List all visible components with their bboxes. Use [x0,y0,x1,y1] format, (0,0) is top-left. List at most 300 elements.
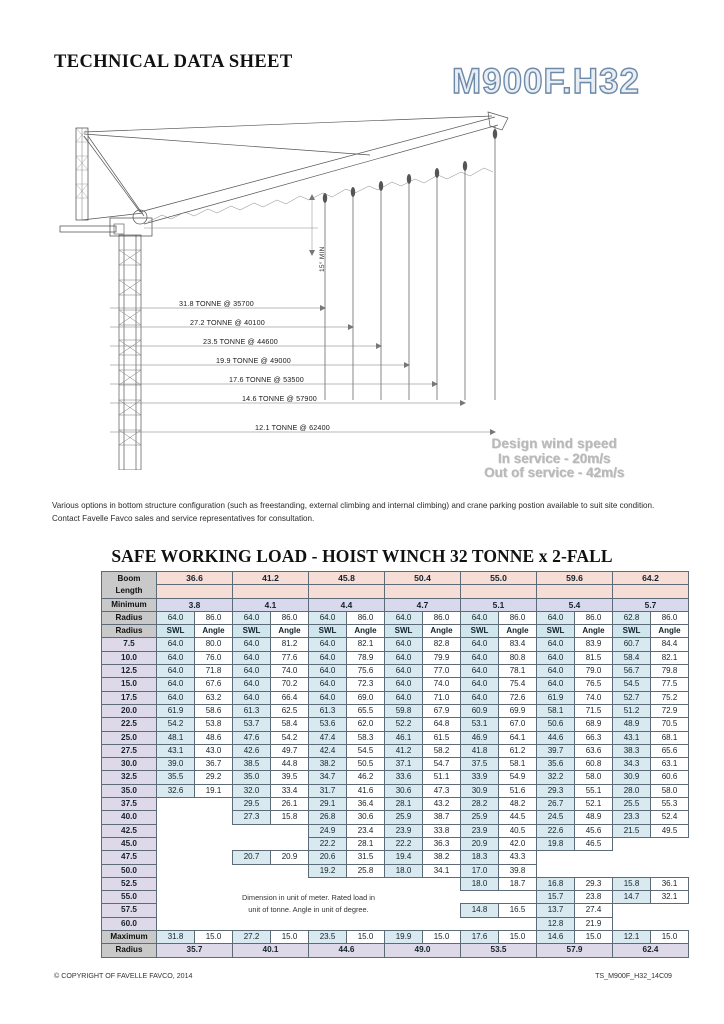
angle-36.6-r20.0: 58.6 [195,704,233,717]
swl-41.2-r25.0: 47.6 [233,731,271,744]
angle-50.4-r20.0: 67.9 [423,704,461,717]
swl-45.8-r27.5: 42.4 [309,744,347,757]
boom-length-36.6: 36.6 [157,572,233,585]
table-row [102,758,689,771]
swl-59.6-r47.5: 19.4 [385,851,423,864]
radius-15.0: 15.0 [102,678,157,691]
angle-41.2-r22.5: 58.4 [271,718,309,731]
min-angle-50.4: 86.0 [423,611,461,624]
inner-note-line2: unit of tonne. Angle in unit of degree. [248,904,369,914]
min-swl-45.8: 64.0 [309,611,347,624]
angle-41.2-r27.5: 49.7 [271,744,309,757]
minimum-radius-64.2: 5.7 [613,598,689,611]
swl-64.2-r37.5: 25.5 [613,798,651,811]
table-row [102,771,689,784]
design-wind-speed-note [484,437,624,481]
radius-20.0: 20.0 [102,704,157,717]
wind-line-1: Design wind speed [491,436,617,451]
boom-length-spacer-64.2 [613,585,689,598]
angle-59.6-r42.5: 45.6 [575,824,613,837]
swl-59.6-r52.5: 16.8 [537,877,575,890]
angle-45.8-r40.0: 30.6 [347,811,385,824]
max-angle-55.0: 15.0 [499,931,537,944]
swl-50.4-r10.0: 64.0 [385,651,423,664]
radius-12.5: 12.5 [102,665,157,678]
angle-64.2-r27.5: 65.6 [651,744,689,757]
swl-45.8-r25.0: 47.4 [309,731,347,744]
angle-45.8-r35.0: 41.6 [347,784,385,797]
angle-55.0-r15.0: 75.4 [499,678,537,691]
header-swl-36.6: SWL [157,625,195,638]
min-swl-59.6: 64.0 [537,611,575,624]
swl-64.2-r30.0: 34.3 [613,758,651,771]
swl-55.0-r12.5: 64.0 [461,665,499,678]
angle-50.4-r22.5: 64.8 [423,718,461,731]
swl-45.8-r37.5: 29.1 [309,798,347,811]
swl-36.6-r27.5: 43.1 [157,744,195,757]
angle-59.6-r57.5: 16.5 [499,904,537,917]
swl-50.4-r15.0: 64.0 [385,678,423,691]
blank-region [157,798,233,878]
blank-cells [233,864,309,877]
header-maximum: Maximum [102,931,157,944]
angle-50.4-r42.5: 33.8 [423,824,461,837]
angle-59.6-r25.0: 66.3 [575,731,613,744]
angle-50.4-r32.5: 51.1 [423,771,461,784]
boom-min-angle-label: 15° MIN [319,246,326,272]
angle-55.0-r27.5: 61.2 [499,744,537,757]
angle-55.0-r12.5: 78.1 [499,665,537,678]
angle-36.6-r15.0: 67.6 [195,678,233,691]
angle-64.2-r32.5: 60.6 [651,771,689,784]
min-swl-41.2: 64.0 [233,611,271,624]
angle-59.6-r45.0: 42.0 [499,837,537,850]
table-row [102,718,689,731]
swl-55.0-r37.5: 28.2 [461,798,499,811]
boom-label-line2: Length [115,585,143,595]
swl-41.2-r40.0: 27.3 [233,811,271,824]
swl-59.6-r20.0: 58.1 [537,704,575,717]
angle-64.2-r35.0: 58.0 [651,784,689,797]
swl-55.0-r27.5: 41.8 [461,744,499,757]
min-angle-41.2: 86.0 [271,611,309,624]
inner-note-line1: Dimension in unit of meter. Rated load in [241,892,376,902]
angle-45.8-r10.0: 78.9 [347,651,385,664]
angle-59.6-r20.0: 71.5 [575,704,613,717]
swl-55.0-r45.0: 22.2 [385,837,423,850]
section-title-safe-working-load: SAFE WORKING LOAD - HOIST WINCH 32 TONNE x 2-FALL [111,546,613,566]
angle-41.2-r32.5: 39.5 [271,771,309,784]
footer-document-code: TS_M900F_H32_14C09 [595,972,672,980]
swl-59.6-r35.0: 29.3 [537,784,575,797]
radius-50.0: 50.0 [102,864,157,877]
swl-36.6-r25.0: 48.1 [157,731,195,744]
radius-32.5: 32.5 [102,771,157,784]
min-angle-36.6: 86.0 [195,611,233,624]
angle-55.0-r20.0: 69.9 [499,704,537,717]
swl-41.2-r12.5: 64.0 [233,665,271,678]
angle-45.8-r17.5: 69.0 [347,691,385,704]
table-body [102,572,689,958]
angle-41.2-r7.5: 81.2 [271,638,309,651]
max-swl-64.2: 12.1 [613,931,651,944]
angle-45.8-r25.0: 58.3 [347,731,385,744]
swl-55.0-r7.5: 64.0 [461,638,499,651]
max-angle-64.2: 15.0 [651,931,689,944]
swl-64.2-r10.0: 58.4 [613,651,651,664]
boom-length-spacer-50.4 [385,585,461,598]
angle-45.8-r32.5: 46.2 [347,771,385,784]
angle-50.4-r30.0: 54.7 [423,758,461,771]
angle-55.0-r32.5: 54.9 [499,771,537,784]
swl-41.2-r17.5: 64.0 [233,691,271,704]
swl-64.2-r57.5: 13.7 [537,904,575,917]
boom-length-spacer-36.6 [157,585,233,598]
table-row [102,744,689,757]
maximum-radius-50.4: 49.0 [385,944,461,957]
header-angle-55.0: Angle [499,625,537,638]
angle-64.2-r10.0: 82.1 [651,651,689,664]
swl-45.8-r42.5: 24.9 [309,824,347,837]
minimum-radius-55.0: 5.1 [461,598,537,611]
angle-41.2-r25.0: 54.2 [271,731,309,744]
swl-64.2-r40.0: 23.3 [613,811,651,824]
swl-41.2-r35.0: 32.0 [233,784,271,797]
angle-59.6-r30.0: 60.8 [575,758,613,771]
maximum-radius-59.6: 57.9 [537,944,613,957]
table-row [102,877,689,890]
safe-working-load-table-wrapper [101,571,689,958]
angle-55.0-r37.5: 48.2 [499,798,537,811]
swl-64.2-r12.5: 56.7 [613,665,651,678]
angle-50.4-r10.0: 79.9 [423,651,461,664]
angle-50.4-r17.5: 71.0 [423,691,461,704]
swl-50.4-r22.5: 52.2 [385,718,423,731]
max-swl-41.2: 27.2 [233,931,271,944]
boom-length-55.0: 55.0 [461,572,537,585]
row-boom-length-spacer [102,585,689,598]
table-row [102,691,689,704]
min-angle-59.6: 86.0 [575,611,613,624]
angle-64.2-r15.0: 77.5 [651,678,689,691]
angle-64.2-r12.5: 79.8 [651,665,689,678]
swl-59.6-r10.0: 64.0 [537,651,575,664]
table-row [102,798,689,811]
max-swl-59.6: 14.6 [537,931,575,944]
swl-59.6-r32.5: 32.2 [537,771,575,784]
angle-50.4-r45.0: 28.1 [347,837,385,850]
header-angle-59.6: Angle [575,625,613,638]
angle-41.2-r30.0: 44.8 [271,758,309,771]
swl-36.6-r35.0: 32.6 [157,784,195,797]
swl-59.6-r15.0: 64.0 [537,678,575,691]
angle-50.4-r37.5: 43.2 [423,798,461,811]
header-angle-50.4: Angle [423,625,461,638]
angle-55.0-r50.0: 25.8 [347,864,385,877]
blank-cells [461,891,537,904]
header-angle-45.8: Angle [347,625,385,638]
swl-55.0-r42.5: 23.9 [461,824,499,837]
header-swl-45.8: SWL [309,625,347,638]
callout-14-6-tonne: 14.6 TONNE @ 57900 [242,394,317,403]
radius-22.5: 22.5 [102,718,157,731]
header-swl-41.2: SWL [233,625,271,638]
swl-59.6-r12.5: 64.0 [537,665,575,678]
angle-59.6-r35.0: 55.1 [575,784,613,797]
angle-45.8-r15.0: 72.3 [347,678,385,691]
swl-59.6-r37.5: 26.7 [537,798,575,811]
header-angle-64.2: Angle [651,625,689,638]
swl-41.2-r27.5: 42.6 [233,744,271,757]
swl-64.2-r45.0: 19.8 [537,837,575,850]
callout-19-9-tonne: 19.9 TONNE @ 49000 [216,356,291,365]
swl-59.6-r22.5: 50.6 [537,718,575,731]
radius-57.5: 57.5 [102,904,157,917]
swl-59.6-r27.5: 39.7 [537,744,575,757]
crane-model-title: M900F.H32 [452,62,640,101]
swl-55.0-r35.0: 30.9 [461,784,499,797]
row-minimum-values [102,611,689,624]
angle-50.4-r47.5: 20.9 [271,851,309,864]
swl-64.2-r55.0: 14.7 [613,891,651,904]
angle-50.4-r40.0: 38.7 [423,811,461,824]
angle-45.8-r7.5: 82.1 [347,638,385,651]
angle-41.2-r12.5: 74.0 [271,665,309,678]
angle-45.8-r20.0: 65.5 [347,704,385,717]
swl-59.6-r30.0: 35.6 [537,758,575,771]
swl-41.2-r20.0: 61.3 [233,704,271,717]
swl-36.6-r10.0: 64.0 [157,651,195,664]
angle-59.6-r15.0: 76.5 [575,678,613,691]
header-minimum: Minimum [102,598,157,611]
header-swl-50.4: SWL [385,625,423,638]
angle-41.2-r40.0: 15.8 [271,811,309,824]
swl-45.8-r10.0: 64.0 [309,651,347,664]
table-row [102,704,689,717]
swl-50.4-r35.0: 30.6 [385,784,423,797]
table-inner-note [157,877,461,930]
angle-64.2-r47.5: 43.3 [499,851,537,864]
callout-23-5-tonne: 23.5 TONNE @ 44600 [203,337,278,346]
angle-41.2-r17.5: 66.4 [271,691,309,704]
angle-50.4-r35.0: 47.3 [423,784,461,797]
radius-27.5: 27.5 [102,744,157,757]
header-boom-length [102,572,157,599]
angle-64.2-r50.0: 39.8 [499,864,537,877]
max-angle-36.6: 15.0 [195,931,233,944]
angle-41.2-r15.0: 70.2 [271,678,309,691]
angle-36.6-r30.0: 36.7 [195,758,233,771]
swl-36.6-r12.5: 64.0 [157,665,195,678]
swl-50.4-r32.5: 33.6 [385,771,423,784]
angle-64.2-r55.0: 32.1 [651,891,689,904]
angle-41.2-r20.0: 62.5 [271,704,309,717]
swl-36.6-r32.5: 35.5 [157,771,195,784]
angle-55.0-r7.5: 83.4 [499,638,537,651]
row-subheaders [102,625,689,638]
swl-55.0-r30.0: 37.5 [461,758,499,771]
swl-64.2-r25.0: 43.1 [613,731,651,744]
swl-50.4-r20.0: 59.8 [385,704,423,717]
footer-copyright: © COPYRIGHT OF FAVELLE FAVCO, 2014 [54,972,193,980]
min-swl-50.4: 64.0 [385,611,423,624]
angle-55.0-r52.5: 18.7 [499,877,537,890]
radius-25.0: 25.0 [102,731,157,744]
angle-64.2-r30.0: 63.1 [651,758,689,771]
boom-length-spacer-55.0 [461,585,537,598]
angle-64.2-r22.5: 70.5 [651,718,689,731]
minimum-radius-41.2: 4.1 [233,598,309,611]
angle-59.6-r50.0: 34.1 [423,864,461,877]
angle-55.0-r45.0: 36.3 [423,837,461,850]
swl-55.0-r10.0: 64.0 [461,651,499,664]
angle-45.8-r12.5: 75.6 [347,665,385,678]
angle-59.6-r47.5: 38.2 [423,851,461,864]
max-angle-45.8: 15.0 [347,931,385,944]
angle-64.2-r40.0: 52.4 [651,811,689,824]
table-row [102,731,689,744]
swl-36.6-r15.0: 64.0 [157,678,195,691]
angle-55.0-r25.0: 64.1 [499,731,537,744]
swl-50.4-r25.0: 46.1 [385,731,423,744]
boom-length-spacer-45.8 [309,585,385,598]
row-maximum [102,931,689,944]
swl-64.2-r27.5: 38.3 [613,744,651,757]
swl-50.4-r30.0: 37.1 [385,758,423,771]
maximum-radius-36.6: 35.7 [157,944,233,957]
max-angle-59.6: 15.0 [575,931,613,944]
minimum-radius-36.6: 3.8 [157,598,233,611]
swl-64.2-r60.0: 12.8 [537,917,575,930]
angle-59.6-r22.5: 68.9 [575,718,613,731]
swl-59.6-r50.0: 18.0 [385,864,423,877]
swl-55.0-r15.0: 64.0 [461,678,499,691]
radius-45.0: 45.0 [102,837,157,850]
swl-45.8-r22.5: 53.6 [309,718,347,731]
swl-41.2-r37.5: 29.5 [233,798,271,811]
swl-50.4-r17.5: 64.0 [385,691,423,704]
table-row [102,784,689,797]
swl-55.0-r20.0: 60.9 [461,704,499,717]
swl-59.6-r42.5: 22.6 [537,824,575,837]
angle-59.6-r27.5: 63.6 [575,744,613,757]
boom-length-50.4: 50.4 [385,572,461,585]
swl-50.4-r40.0: 25.9 [385,811,423,824]
callout-31-8-tonne: 31.8 TONNE @ 35700 [179,299,254,308]
angle-64.2-r42.5: 49.5 [651,824,689,837]
angle-41.2-r37.5: 26.1 [271,798,309,811]
min-angle-64.2: 86.0 [651,611,689,624]
boom-length-59.6: 59.6 [537,572,613,585]
radius-dimension-lines [0,0,724,500]
min-swl-55.0: 64.0 [461,611,499,624]
configuration-note-paragraph: Various options in bottom structure configuration (such as freestanding, external climbing and internal climbing) and crane parking postion available to suit site condition. Contact Favelle Favco sales and service representatives for consultation. [52,501,655,523]
swl-50.4-r12.5: 64.0 [385,665,423,678]
angle-36.6-r17.5: 63.2 [195,691,233,704]
swl-64.2-r50.0: 17.0 [461,864,499,877]
safe-working-load-table [101,571,689,958]
swl-50.4-r27.5: 41.2 [385,744,423,757]
angle-41.2-r35.0: 33.4 [271,784,309,797]
max-angle-41.2: 15.0 [271,931,309,944]
radius-37.5: 37.5 [102,798,157,811]
angle-36.6-r32.5: 29.2 [195,771,233,784]
minimum-radius-45.8: 4.4 [309,598,385,611]
maximum-radius-64.2: 62.4 [613,944,689,957]
angle-36.6-r27.5: 43.0 [195,744,233,757]
min-angle-45.8: 86.0 [347,611,385,624]
angle-64.2-r7.5: 84.4 [651,638,689,651]
boom-length-spacer-41.2 [233,585,309,598]
angle-64.2-r37.5: 55.3 [651,798,689,811]
swl-36.6-r17.5: 64.0 [157,691,195,704]
table-row [102,638,689,651]
minimum-radius-50.4: 4.7 [385,598,461,611]
table-row [102,665,689,678]
angle-59.6-r55.0: 23.8 [575,891,613,904]
swl-55.0-r25.0: 46.9 [461,731,499,744]
angle-59.6-r32.5: 58.0 [575,771,613,784]
angle-50.4-r15.0: 74.0 [423,678,461,691]
header-swl-55.0: SWL [461,625,499,638]
min-angle-55.0: 86.0 [499,611,537,624]
page-title: TECHNICAL DATA SHEET [54,52,293,72]
swl-55.0-r52.5: 18.0 [461,877,499,890]
swl-36.6-r7.5: 64.0 [157,638,195,651]
max-swl-50.4: 19.9 [385,931,423,944]
swl-59.6-r17.5: 61.9 [537,691,575,704]
min-swl-64.2: 62.8 [613,611,651,624]
angle-55.0-r35.0: 51.6 [499,784,537,797]
header-angle-41.2: Angle [271,625,309,638]
swl-41.2-r10.0: 64.0 [233,651,271,664]
swl-41.2-r32.5: 35.0 [233,771,271,784]
radius-30.0: 30.0 [102,758,157,771]
angle-64.2-r57.5: 27.4 [575,904,613,917]
angle-64.2-r20.0: 72.9 [651,704,689,717]
swl-45.8-r12.5: 64.0 [309,665,347,678]
angle-59.6-r37.5: 52.1 [575,798,613,811]
radius-42.5: 42.5 [102,824,157,837]
max-swl-55.0: 17.6 [461,931,499,944]
swl-59.6-r7.5: 64.0 [537,638,575,651]
swl-64.2-r20.0: 51.2 [613,704,651,717]
swl-41.2-r22.5: 53.7 [233,718,271,731]
angle-36.6-r7.5: 80.0 [195,638,233,651]
swl-55.0-r17.5: 64.0 [461,691,499,704]
header-swl-64.2: SWL [613,625,651,638]
swl-45.8-r20.0: 61.3 [309,704,347,717]
swl-45.8-r35.0: 31.7 [309,784,347,797]
angle-55.0-r47.5: 31.5 [347,851,385,864]
radius-7.5: 7.5 [102,638,157,651]
boom-length-41.2: 41.2 [233,572,309,585]
radius-35.0: 35.0 [102,784,157,797]
angle-55.0-r22.5: 67.0 [499,718,537,731]
angle-59.6-r52.5: 29.3 [575,877,613,890]
radius-40.0: 40.0 [102,811,157,824]
angle-36.6-r10.0: 76.0 [195,651,233,664]
swl-36.6-r20.0: 61.9 [157,704,195,717]
angle-45.8-r27.5: 54.5 [347,744,385,757]
wind-line-2: In service - 20m/s [497,450,611,466]
radius-60.0: 60.0 [102,917,157,930]
swl-45.8-r15.0: 64.0 [309,678,347,691]
maximum-radius-41.2: 40.1 [233,944,309,957]
angle-50.4-r27.5: 58.2 [423,744,461,757]
angle-55.0-r10.0: 80.8 [499,651,537,664]
callout-27-2-tonne: 27.2 TONNE @ 40100 [190,318,265,327]
